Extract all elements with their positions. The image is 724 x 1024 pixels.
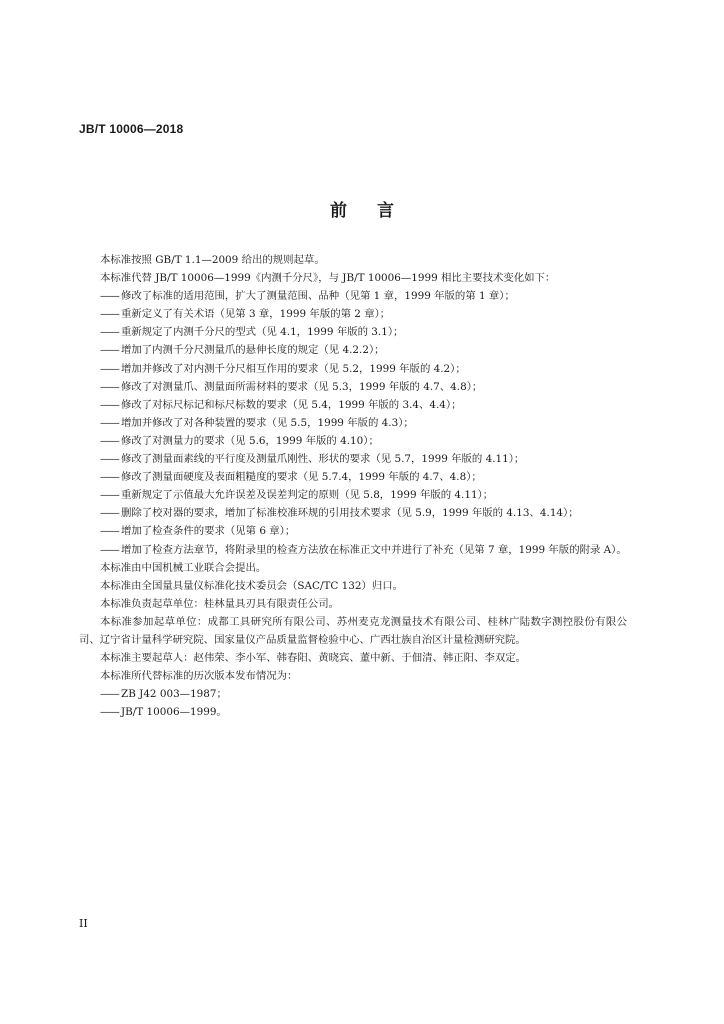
- dash-marker: ——: [100, 326, 119, 339]
- list-item: [79, 504, 627, 522]
- paragraph-history-intro: 本标准所代替标准的历次版本发布情况为：: [100, 670, 298, 683]
- paragraph-proposal: 本标准由中国机械工业联合会提出。: [100, 561, 267, 574]
- list-item-text: 增加了内测千分尺测量爪的悬伸长度的规定（见 4.2.2）；: [121, 344, 385, 357]
- list-item-text: 修改了标准的适用范围，扩大了测量范围、品种（见第 1 章，1999 年版的第 1 章）；: [121, 290, 515, 303]
- list-item: [79, 414, 627, 432]
- list-item: [79, 305, 627, 323]
- dash-marker: ——: [100, 434, 119, 447]
- dash-marker: ——: [100, 416, 119, 429]
- dash-marker: ——: [100, 380, 119, 393]
- dash-marker: ——: [100, 398, 119, 411]
- list-item-text: 删除了校对器的要求，增加了标准校准环规的引用技术要求（见 5.9，1999 年版的 4.13、4.14）；: [121, 507, 579, 520]
- list-item-text: 增加并修改了对各种装置的要求（见 5.5，1999 年版的 4.3）；: [121, 416, 414, 429]
- foreword-body: [79, 251, 627, 721]
- list-item: [79, 541, 627, 559]
- paragraph-centralized: 本标准由全国量具量仪标准化技术委员会（SAC/TC 132）归口。: [100, 579, 404, 592]
- dash-marker: ——: [100, 471, 119, 484]
- dash-marker: ——: [100, 688, 119, 701]
- list-item-text: 增加了检查方法章节，将附录里的检查方法放在标准正文中并进行了补充（见第 7 章，1999 年版的附录 A）。: [121, 543, 627, 556]
- paragraph-drafters: 本标准主要起草人：赵伟荣、李小军、韩春阳、黄晓宾、董中新、于佃清、韩正阳、李双定。: [100, 652, 527, 665]
- list-item-text: 重新定义了有关术语（见第 3 章，1999 年版的第 2 章）；: [121, 308, 391, 321]
- list-item-text: 重新规定了示值最大允许误差及误差判定的原则（见 5.8，1999 年版的 4.11）；: [121, 489, 494, 502]
- list-item-text: 增加并修改了对内测千分尺相互作用的要求（见 5.2，1999 年版的 4.2）；: [121, 362, 466, 375]
- list-item: [79, 432, 627, 450]
- list-item-text: ZB J42 003—1987；: [121, 688, 227, 701]
- list-item-text: 修改了对标尺标记和标尺标数的要求（见 5.4，1999 年版的 3.4、4.4）；: [121, 398, 462, 411]
- list-item-text: 修改了测量面硬度及表面粗糙度的要求（见 5.7.4，1999 年版的 4.7、4.8）；: [121, 471, 482, 484]
- list-item: [79, 486, 627, 504]
- dash-marker: ——: [100, 489, 119, 502]
- paragraph-drafting-rules: 本标准按照 GB/T 1.1—2009 给出的规则起草。: [100, 254, 325, 266]
- dash-marker: ——: [100, 706, 119, 719]
- dash-marker: ——: [100, 507, 119, 520]
- dash-marker: ——: [100, 543, 119, 556]
- dash-marker: ——: [100, 308, 119, 321]
- list-item: [79, 703, 627, 721]
- list-item: [79, 323, 627, 341]
- list-item: [79, 396, 627, 414]
- paragraph-participating-units: 本标准参加起草单位：成都工具研究所有限公司、苏州麦克龙测量技术有限公司、桂林广陆数字测控股份有限公司、辽宁省计量科学研究院、国家量仪产品质量监督检验中心、广西壮族自治区计量检测研究院。: [79, 615, 627, 646]
- dash-marker: ——: [100, 290, 119, 303]
- list-item: [79, 450, 627, 468]
- list-item: [79, 341, 627, 359]
- list-item-text: 修改了对测量爪、测量面所需材料的要求（见 5.3，1999 年版的 4.7、4.8）；: [121, 380, 483, 393]
- list-item: [79, 287, 627, 305]
- list-item-text: 增加了检查条件的要求（见第 6 章）；: [121, 525, 296, 538]
- list-item: [79, 360, 627, 378]
- list-item-text: JB/T 10006—1999。: [121, 706, 227, 719]
- dash-marker: ——: [100, 362, 119, 375]
- page-number: II: [79, 917, 88, 930]
- paragraph-replaces: 本标准代替 JB/T 10006—1999《内测千分尺》，与 JB/T 10006—1999 相比主要技术变化如下：: [100, 272, 556, 285]
- changes-list: [79, 287, 627, 558]
- dash-marker: ——: [100, 453, 119, 466]
- list-item: [79, 522, 627, 540]
- document-id: JB/T 10006—2018: [79, 122, 184, 136]
- dash-marker: ——: [100, 344, 119, 357]
- list-item: [79, 468, 627, 486]
- dash-marker: ——: [100, 525, 119, 538]
- list-item: [79, 685, 627, 703]
- list-item-text: 修改了对测量力的要求（见 5.6，1999 年版的 4.10）；: [121, 434, 379, 447]
- list-item: [79, 378, 627, 396]
- list-item-text: 修改了测量面素线的平行度及测量爪刚性、形状的要求（见 5.7，1999 年版的 4.11）；: [121, 453, 525, 466]
- paragraph-responsible-unit: 本标准负责起草单位：桂林量具刃具有限责任公司。: [100, 597, 339, 610]
- history-list: [79, 685, 627, 721]
- list-item-text: 重新规定了内测千分尺的型式（见 4.1，1999 年版的 3.1）；: [121, 326, 404, 339]
- page-title: 前言: [330, 201, 424, 221]
